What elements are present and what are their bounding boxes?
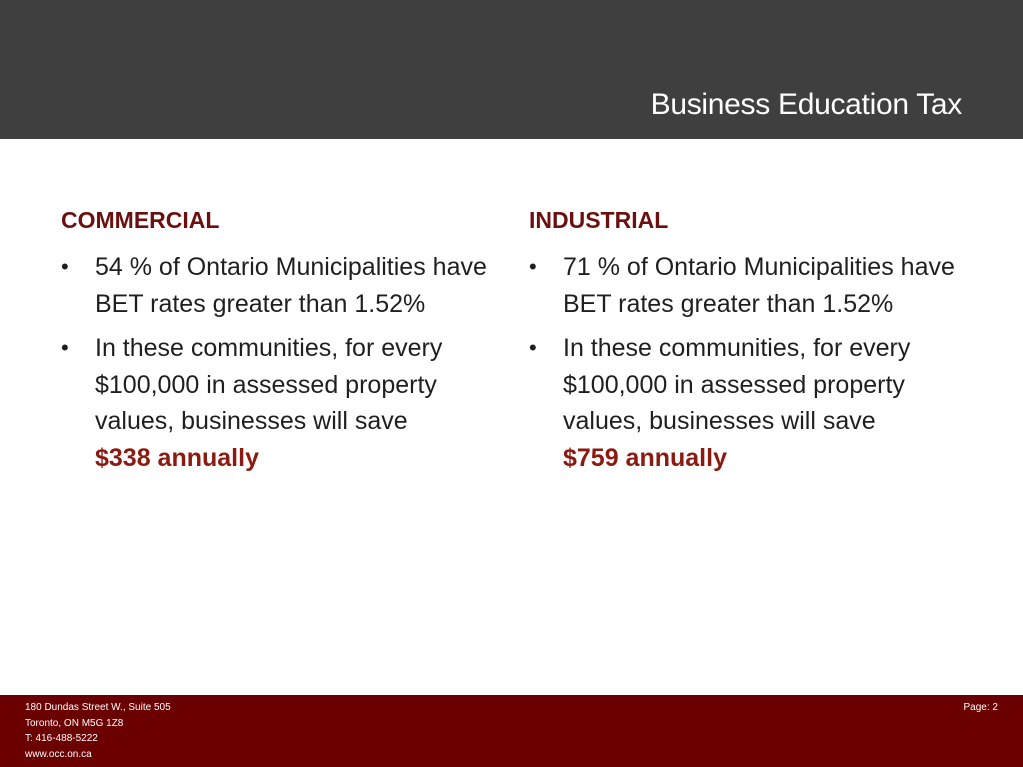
commercial-bullet-1 <box>61 249 506 322</box>
footer-address <box>25 700 171 762</box>
industrial-heading: INDUSTRIAL <box>529 207 669 233</box>
commercial-bullet-2-text: In these communities, for every $100,000 in assessed property values, businesses will save <box>95 334 443 435</box>
commercial-bullet-1-text: 54 % of Ontario Municipalities have BET rates greater than 1.52% <box>95 253 487 318</box>
footer-bar <box>0 695 1023 767</box>
industrial-bullet-1 <box>529 249 974 322</box>
bullet-icon: • <box>61 335 69 360</box>
footer-address-line2: Toronto, ON M5G 1Z8 <box>25 717 124 729</box>
footer-address-line1: 180 Dundas Street W., Suite 505 <box>25 702 171 713</box>
footer-phone: T: 416-488-5222 <box>25 733 98 744</box>
bullet-icon: • <box>61 254 69 279</box>
page-number: Page: 2 <box>963 702 998 713</box>
industrial-bullet-1-text: 71 % of Ontario Municipalities have BET rates greater than 1.52% <box>563 253 955 318</box>
commercial-bullet-2 <box>61 330 506 476</box>
commercial-heading: COMMERCIAL <box>61 207 220 233</box>
commercial-bullets <box>61 249 506 476</box>
commercial-column <box>61 203 506 484</box>
bullet-icon: • <box>529 254 537 279</box>
footer-website[interactable]: www.occ.on.ca <box>25 748 92 760</box>
header-bar <box>0 0 1023 139</box>
slide-title: Business Education Tax <box>650 88 962 121</box>
commercial-savings-highlight: $338 annually <box>95 443 259 472</box>
industrial-bullet-2-text: In these communities, for every $100,000 in assessed property values, businesses will save <box>563 334 911 435</box>
bullet-icon: • <box>529 335 537 360</box>
industrial-savings-highlight: $759 annually <box>563 443 727 472</box>
industrial-bullet-2 <box>529 330 974 476</box>
industrial-column <box>529 203 974 484</box>
industrial-bullets <box>529 249 974 476</box>
